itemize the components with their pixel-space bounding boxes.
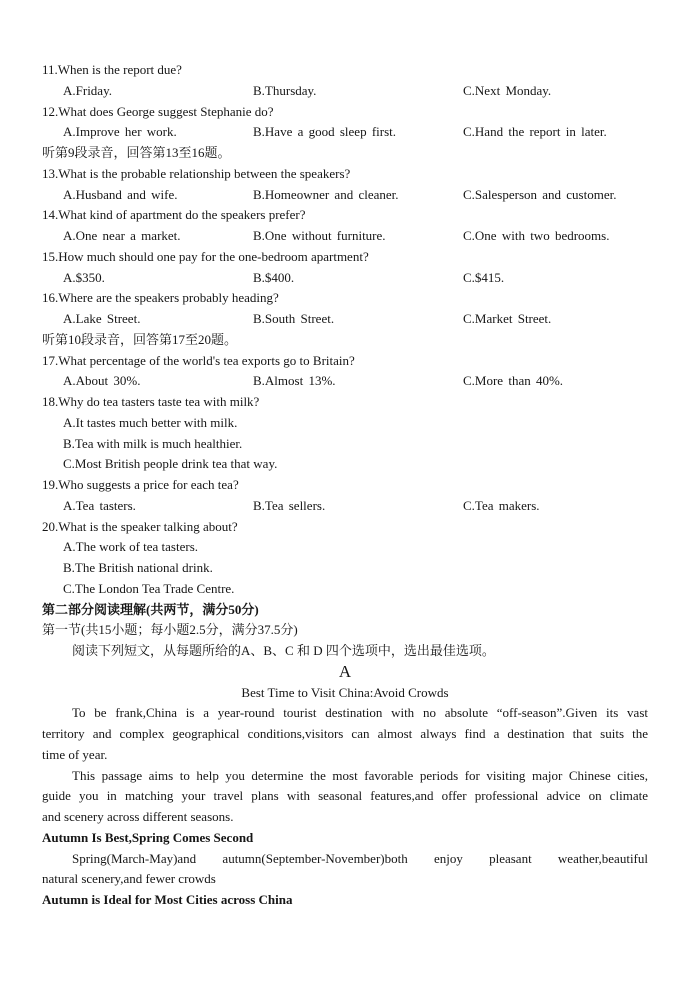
section-heading: Autumn Is Best,Spring Comes Second [42,829,254,845]
option-a: A.The work of tea tasters. [63,539,199,555]
question-13-stem: 13.What is the probable relationship between the speakers? [42,165,351,181]
option-b: B.Homeowner and cleaner. [253,186,399,202]
option-c: C.Tea makers. [463,497,540,513]
option-b: B.The British national drink. [63,560,213,575]
option-c: C.One with two bedrooms. [463,228,610,243]
question-15-options [42,268,648,289]
option-a: A.$350. [63,269,105,285]
paragraph-1-line: territory and complex geographical conditions,visitors can almost always find a destination that suits the [42,726,648,741]
passage-title: Best Time to Visit China:Avoid Crowds [241,684,449,700]
question-16-options [42,309,648,330]
question-11-options [42,81,648,102]
option-a: A.Friday. [63,82,112,98]
paragraph-3-line: natural scenery,and fewer crowds [42,871,216,887]
question-19-stem: 19.Who suggests a price for each tea? [42,477,239,492]
option-b: B.Almost 13%. [253,373,336,389]
passage-label: A [338,661,352,681]
paragraph-2-line: This passage aims to help you determine the most favorable periods for visiting major Chinese cities, [72,767,648,783]
option-c: C.More than 40%. [463,373,564,389]
option-b: B.Have a good sleep first. [253,124,397,140]
question-14-stem: 14.What kind of apartment do the speakers prefer? [42,207,306,223]
option-b: B.$400. [253,269,295,285]
question-11-stem: 11.When is the report due? [42,62,182,77]
question-17-options [42,371,648,392]
option-c: C.Salesperson and customer. [463,186,617,202]
paragraph-3-line: Spring(March-May)and autumn(September-November)both enjoy pleasant weather,beautiful [72,850,648,866]
paragraph-2-line: and scenery across different seasons. [42,809,234,824]
question-13-options [42,185,648,206]
question-16-stem: 16.Where are the speakers probably heading? [42,290,279,306]
question-17-stem: 17.What percentage of the world's tea exports go to Britain? [42,352,355,368]
paragraph-1-line: To be frank,China is a year-round tourist destination with no absolute “off-season”.Given its vast [72,705,648,721]
segment-10-instruction: 听第10段录音，回答第17至20题。 [42,331,238,347]
segment-9-instruction: 听第9段录音，回答第13至16题。 [42,145,231,160]
question-19-options [42,496,648,517]
option-a: A.Husband and wife. [63,186,178,202]
option-c: C.Hand the report in later. [463,124,607,140]
question-20-stem: 20.What is the speaker talking about? [42,518,238,534]
option-c: C.$415. [463,269,505,285]
option-c: C.The London Tea Trade Centre. [63,580,235,596]
question-14-options [42,226,648,247]
option-a: A.Improve her work. [63,124,177,140]
question-18-stem: 18.Why do tea tasters taste tea with milk? [42,394,260,409]
question-12-stem: 12.What does George suggest Stephanie do? [42,103,274,119]
section-heading: Autumn is Ideal for Most Cities across China [42,892,293,907]
option-a: A.It tastes much better with milk. [63,414,238,430]
question-15-stem: 15.How much should one pay for the one-bedroom apartment? [42,248,369,264]
part-title: 第二部分阅读理解(共两节，满分50分) [42,601,259,617]
directions: 阅读下列短文，从每题所给的A、B、C 和 D 四个选项中，选出最佳选项。 [72,643,495,658]
paragraph-2-line: guide you in matching your travel plans with seasonal features,and offer professional advice on climate [42,788,648,804]
option-a: A.About 30%. [63,373,141,389]
paragraph-1-line: time of year. [42,746,108,762]
option-c: C.Market Street. [463,311,552,326]
option-c: C.Most British people drink tea that way. [63,456,278,472]
question-12-options [42,122,648,143]
option-b: B.Thursday. [253,82,317,98]
section-title: 第一节(共15小题；每小题2.5分，满分37.5分) [42,622,298,638]
option-a: A.Tea tasters. [63,497,136,513]
option-b: B.South Street. [253,311,335,326]
option-b: B.One without furniture. [253,228,386,243]
option-b: B.Tea sellers. [253,497,326,513]
option-a: A.One near a market. [63,228,181,243]
option-a: A.Lake Street. [63,311,141,326]
option-b: B.Tea with milk is much healthier. [63,435,243,451]
option-c: C.Next Monday. [463,82,552,98]
